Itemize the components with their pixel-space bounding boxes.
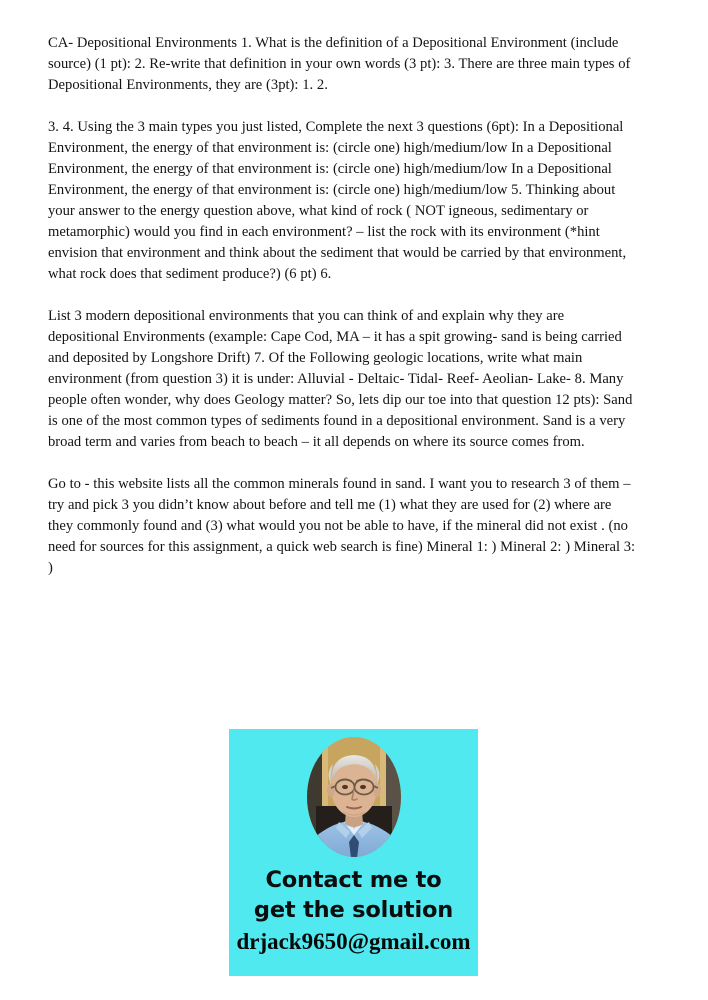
paragraph: 3. 4. Using the 3 main types you just listed, Complete the next 3 questions (6pt): In a Depositional Environment, the energy of that environment is: (circle one) high/medium/low In a Depositional Environment, the energy of that environment is: (circle one) high/medium/low In a Depositional Environment, the energy of that environment is: (circle one) high/medium/low 5. Thinking about your answer to the energy question above, what kind of rock ( NOT igneous, sedimentary or metamorphic) would you find in each environment? – list the rock with its environment (*hint envision that environment and think about the sediment that would be carried by that environment, what rock does that sediment produce?) (6 pt) 6. xyxy=(48,119,627,282)
document-text-body xyxy=(48,33,636,579)
avatar xyxy=(306,736,402,858)
contact-email: drjack9650@gmail.com xyxy=(236,929,471,954)
contact-headline-line-2: get the solution xyxy=(253,897,454,923)
contact-promo-card xyxy=(229,729,478,976)
contact-headline-line-1: Contact me to xyxy=(265,867,442,893)
portrait-photo-icon xyxy=(306,736,402,858)
paragraph: CA- Depositional Environments 1. What is the definition of a Depositional Environment (include source) (1 pt): 2. Re-write that definition in your own words (3 pt): 3. There are three main types of Depositional Environments, they are (3pt): 1. 2. xyxy=(48,35,631,93)
paragraph: List 3 modern depositional environments that you can think of and explain why they are depositional Environments (example: Cape Cod, MA – it has a spit growing- sand is being carried and deposited by Longshore Drift) 7. Of the Following geologic locations, write what main environment (from question 3) it is under: Alluvial - Deltaic- Tidal- Reef- Aeolian- Lake- 8. Many people often wonder, why does Geology matter? So, lets dip our toe into that question 12 pts): Sand is one of the most common types of sediments found in a depositional environment. Sand is a very broad term and varies from beach to beach – it all depends on where its source comes from. xyxy=(48,308,633,450)
paragraph: Go to - this website lists all the common minerals found in sand. I want you to research 3 of them – try and pick 3 you didn’t know about before and tell me (1) what they are used for (2) where are they commonly found and (3) what would you not be able to have, if the mineral did not exist . (no need for sources for this assignment, a quick web search is fine) Mineral 1: ) Mineral 2: ) Mineral 3: ) xyxy=(48,476,636,576)
